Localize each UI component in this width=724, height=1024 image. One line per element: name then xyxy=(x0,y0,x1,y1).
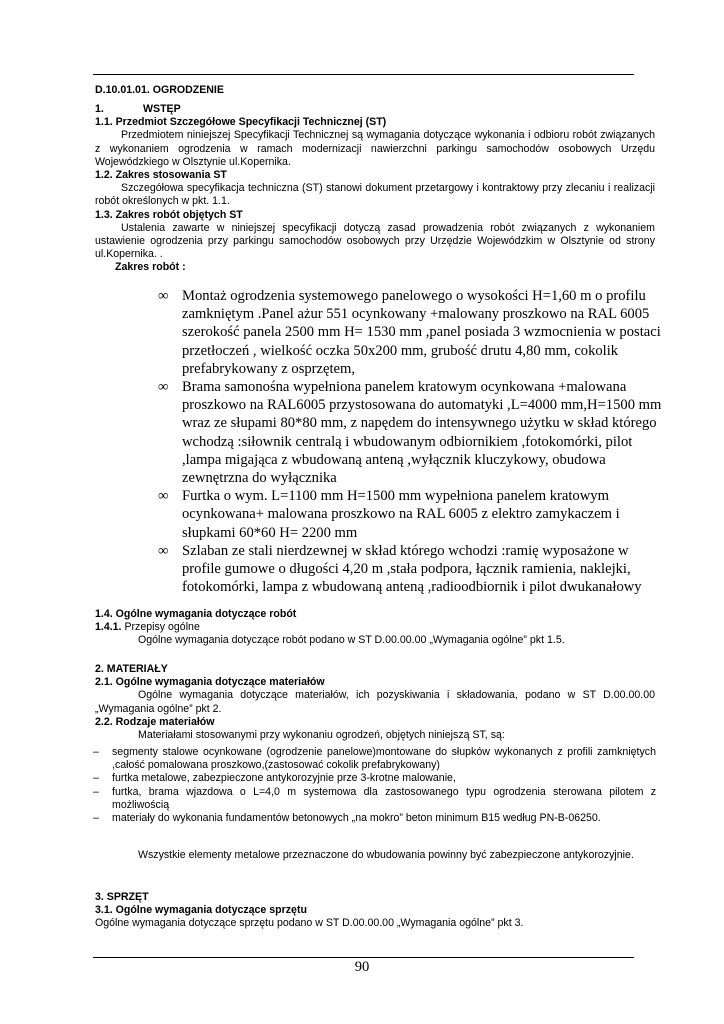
section-3-1-text: Ogólne wymagania dotyczące sprzętu podano w ST D.00.00.00 „Wymagania ogólne” pkt 3. xyxy=(95,917,524,930)
scope-item-text: Brama samonośna wypełniona panelem kratowym ocynkowana +malowana proszkowo na RAL6005 przystosowana do automatyki ,L=4000 mm,H=1500 mm wraz ze słupami 80*80 mm, z napędem do intensywnego użytku w skład którego wchodzą :siłownik centralą i wbudowanym odbiornikiem ,fotokomórki, pilot ,lampa migająca z wbudowaną anteną ,wyłącznik kluczykowy, obudowa zewnętrzna do wyłącznika xyxy=(182,379,662,487)
section-1 xyxy=(95,103,655,275)
section-1-number: 1. xyxy=(95,103,104,115)
section-3-1-heading: 3.1. Ogólne wymagania dotyczące sprzętu xyxy=(95,904,307,917)
section-2-heading: 2. MATERIAŁY xyxy=(95,663,168,675)
dash-bullet-icon: – xyxy=(93,746,99,758)
scope-item xyxy=(158,378,663,487)
section-3-heading: 3. SPRZĘT xyxy=(95,891,149,903)
materials-list xyxy=(93,746,656,825)
scope-item xyxy=(158,287,663,378)
material-text: materiały do wykonania fundamentów betonowych „na mokro” beton minimum B15 według PN-B-06250. xyxy=(112,812,601,825)
infinity-bullet-icon: ∞ xyxy=(158,542,169,559)
section-1-2-text: Szczegółowa specyfikacja techniczna (ST) stanowi dokument przetargowy i kontraktowy przy zlecaniu i realizacji robót określonych w pkt. 1.1. xyxy=(95,182,655,208)
section-3 xyxy=(95,891,655,931)
scope-label: Zakres robót : xyxy=(115,261,186,274)
section-1-4-1-number: 1.4.1. xyxy=(95,621,122,634)
infinity-bullet-icon: ∞ xyxy=(158,379,169,396)
section-2 xyxy=(95,663,655,742)
document-title: D.10.01.01. OGRODZENIE xyxy=(95,84,224,96)
infinity-bullet-icon: ∞ xyxy=(158,488,169,505)
page-number: 90 xyxy=(354,959,370,975)
scope-item xyxy=(158,487,663,542)
section-1-4-1-heading xyxy=(95,621,655,634)
section-1-4-heading: 1.4. Ogólne wymagania dotyczące robót xyxy=(95,608,297,620)
dash-bullet-icon: – xyxy=(93,812,99,825)
scope-item-text: Montaż ogrodzenia systemowego panelowego o wysokości H=1,60 m o profilu zamkniętym .Panel ażur 551 ocynkowany +malowany proszkowo na RAL 6005 szerokość panela 2500 mm H= 1530 mm ,panel posiada 3 wzmocnienia w postaci przetłoczeń , wielkość oczka 50x200 mm, grubość drutu 4,80 mm, cokolik prefabrykowany z osprzętem, xyxy=(182,288,661,377)
materials-list-item xyxy=(93,812,656,825)
material-text: segmenty stalowe ocynkowane (ogrodzenie panelowe)montowane do słupków wykonanych z profili zamkniętych ,całość pomalowana proszkowo,(zastosować cokolik prefabrykowany) xyxy=(112,746,656,772)
scope-item-text: Furtka o wym. L=1100 mm H=1500 mm wypełniona panelem kratowym ocynkowana+ malowana proszkowo na RAL 6005 z elektro zamykaczem i słupkami 60*60 H= 2200 mm xyxy=(182,488,620,541)
section-1-2-heading: 1.2. Zakres stosowania ST xyxy=(95,169,227,182)
scope-list xyxy=(158,287,663,596)
section-1-1-heading: 1.1. Przedmiot Szczegółowe Specyfikacji Technicznej (ST) xyxy=(95,116,387,129)
section-2-2-heading: 2.2. Rodzaje materiałów xyxy=(95,715,215,728)
infinity-bullet-icon: ∞ xyxy=(158,288,169,304)
scope-item xyxy=(158,542,663,597)
materials-note-block xyxy=(95,849,655,862)
material-text: furtka metalowe, zabezpieczone antykorozyjnie prze 3-krotne malowanie, xyxy=(112,772,456,785)
section-2-2-intro: Materiałami stosowanymi przy wykonaniu ogrodzeń, objętych niniejszą ST, są: xyxy=(138,729,505,742)
materials-list-item xyxy=(93,746,656,772)
materials-list-item xyxy=(93,772,656,785)
section-1-title: WSTĘP xyxy=(143,103,181,115)
section-1-3-heading: 1.3. Zakres robót objętych ST xyxy=(95,208,243,221)
section-1-heading xyxy=(95,103,655,116)
materials-note: Wszystkie elementy metalowe przeznaczone do wbudowania powinny być zabezpieczone antykorozyjnie. xyxy=(138,849,634,861)
section-1-3-text: Ustalenia zawarte w niniejszej specyfikacji dotyczą zasad prowadzenia robót związanych z wykonaniem ustawienie ogrodzenia przy parkingu samochodów osobowych przy Urzędzie Wojewódzkim w Olsztynie od strony ul.Kopernika. . xyxy=(95,221,655,261)
dash-bullet-icon: – xyxy=(93,772,99,785)
section-2-1-text: Ogólne wymagania dotyczące materiałów, ich pozyskiwania i składowania, podano w ST D.00.00.00 „Wymagania ogólne” pkt 2. xyxy=(95,689,655,715)
section-1-4 xyxy=(95,608,655,648)
header-rule xyxy=(93,74,634,75)
section-1-4-1-title: Przepisy ogólne xyxy=(121,621,200,634)
section-2-1-heading: 2.1. Ogólne wymagania dotyczące materiałów xyxy=(95,676,325,689)
section-1-4-1-text: Ogólne wymagania dotyczące robót podano w ST D.00.00.00 „Wymagania ogólne” pkt 1.5. xyxy=(138,634,565,647)
material-text: furtka, brama wjazdowa o L=4,0 m systemowa dla zastosowanego typu ogrodzenia sterowana pilotem z możliwością xyxy=(112,785,656,811)
dash-bullet-icon: – xyxy=(93,785,99,798)
materials-list-item xyxy=(93,786,656,812)
section-1-1-text: Przedmiotem niniejszej Specyfikacji Technicznej są wymagania dotyczące wykonania i odbioru robót związanych z wykonaniem ogrodzenia w ramach modernizacji nawierzchni parkingu samochodów osobowych Urzędu Wojewódzkiego w Olsztynie ul.Kopernika. xyxy=(95,129,655,168)
scope-item-text: Szlaban ze stali nierdzewnej w skład którego wchodzi :ramię wyposażone w profile gumowe o długości 4,20 m ,stała podpora, łącznik ramienia, naklejki, fotokomórki, lampa z wbudowaną anteną ,radioodbiornik i pilot dwukanałowy xyxy=(182,542,642,596)
